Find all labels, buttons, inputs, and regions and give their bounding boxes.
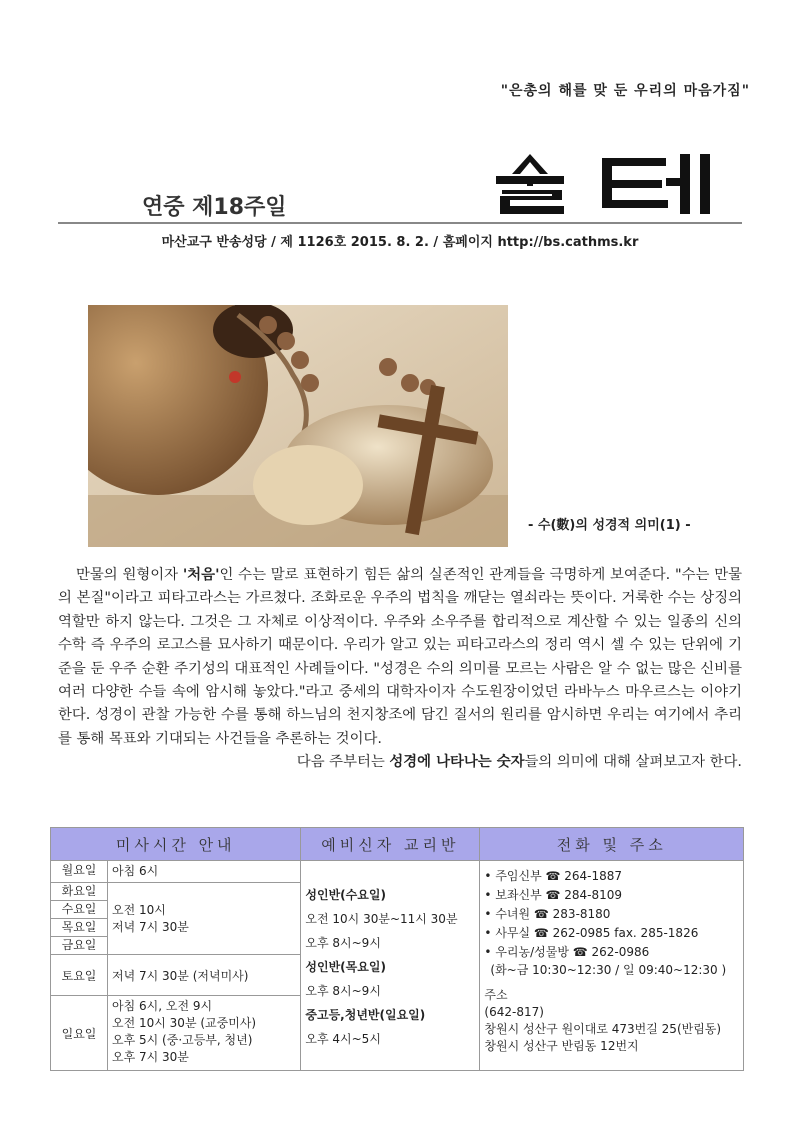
day-sat: 토요일 xyxy=(51,955,108,996)
catechism-cell xyxy=(301,861,480,1071)
sun-time-3: 오후 5시 (중·고등부, 청년) xyxy=(112,1033,253,1047)
office-hours: (화~금 10:30~12:30 / 일 09:40~12:30 ) xyxy=(490,963,727,977)
header-contacts: 전화 및 주소 xyxy=(480,828,744,861)
p1-text-c: 인 수는 말로 표현하기 힘든 삶의 실존적인 관계들을 극명하게 보여준다. "수는 만물의 본질"이라고 피타고라스는 가르쳤다. 조화로운 우주의 법칙을 깨닫는 열쇠라는 뜻이다. 거룩한 수는 상징의 역할만 하지 않는다. 그것은 그 자체로 이상적이다. 우주와 소우주를 합리적으로 계산할 수 있는 일종의 신의 수학 즉 우주의 로고스를 묘사하기 때문이다. 우리가 알고 있는 피타고라스의 정리 역시 셀 수 있는 단위에 기준을 둔 우주 순환 주기성의 대표적인 사례들이다. "성경은 수의 의미를 모르는 사람은 알 수 없는 많은 신비를 여러 다양한 수들 속에 암시해 놓았다."라고 중세의 대학자이자 수도원장이었던 라바누스 마우르스는 이야기한다. 성경이 관찰 가능한 수를 통해 하느님의 천지창조에 담긴 질서의 원리를 암시하면 우리는 여기에서 추리를 통해 목표와 기대되는 사건들을 추론하는 것이다. xyxy=(58,567,742,747)
catechism-wed-time1: 오전 10시 30분~11시 30분 xyxy=(305,912,458,926)
bread-rosary-cross-photo xyxy=(88,305,508,547)
sunday-title: 연중 제18주일 xyxy=(142,195,287,220)
catechism-youth-title: 중고등,청년반(일요일) xyxy=(305,1008,426,1022)
sun-time-2: 오전 10시 30분 (교중미사) xyxy=(112,1016,257,1030)
address-line-1: 창원시 성산구 원이대로 473번길 25(반림동) xyxy=(484,1022,722,1036)
sun-time-1: 아침 6시, 오전 9시 xyxy=(112,999,213,1013)
header-mass-times: 미사시간 안내 xyxy=(51,828,301,861)
p1-text-a: 만물의 원형이자 xyxy=(76,567,183,583)
weekday-times xyxy=(108,883,301,955)
catechism-thu-title: 성인반(목요일) xyxy=(305,960,386,974)
contact-office: • 사무실 ☎ 262-0985 fax. 285-1826 xyxy=(484,924,739,943)
mon-time: 아침 6시 xyxy=(108,861,301,883)
address-line-2: 창원시 성산구 반림동 12번지 xyxy=(484,1039,639,1053)
contact-list xyxy=(484,867,739,962)
p2-text-a: 다음 주부터는 xyxy=(296,754,390,771)
p2-text-c: 들의 의미에 대해 살펴보고자 한다. xyxy=(524,754,742,771)
address-block xyxy=(484,987,739,1055)
weekday-list xyxy=(51,883,108,955)
sun-times xyxy=(108,996,301,1071)
weekday-time-1: 오전 10시 xyxy=(112,902,166,917)
catechism-wed-title: 성인반(수요일) xyxy=(305,888,386,902)
contact-shop: • 우리농/성물방 ☎ 262-0986 xyxy=(484,943,739,962)
day-thu: 목요일 xyxy=(51,919,107,937)
contacts-cell xyxy=(480,861,744,1071)
header-catechism: 예비신자 교리반 xyxy=(301,828,480,861)
contact-assistant: • 보좌신부 ☎ 284-8109 xyxy=(484,886,739,905)
day-mon: 월요일 xyxy=(51,861,108,883)
address-label: 주소 xyxy=(484,988,508,1002)
contact-convent: • 수녀원 ☎ 283-8180 xyxy=(484,905,739,924)
article-body xyxy=(58,564,742,775)
parish-info-table xyxy=(50,827,744,1071)
day-tue: 화요일 xyxy=(51,883,107,901)
header-rule xyxy=(58,222,742,224)
article-paragraph-1 xyxy=(58,564,742,751)
catechism-thu-time1: 오후 8시~9시 xyxy=(305,984,381,998)
sat-time: 저녁 7시 30분 (저녁미사) xyxy=(108,955,301,996)
article-paragraph-2 xyxy=(58,751,742,774)
sun-time-4: 오후 7시 30분 xyxy=(112,1050,189,1064)
soltuh-logo xyxy=(490,148,740,218)
parish-info-line: 마산교구 반송성당 / 제 1126호 2015. 8. 2. / 홈페이지 http://bs.cathms.kr xyxy=(161,235,639,250)
weekday-time-2: 저녁 7시 30분 xyxy=(112,919,189,934)
catechism-wed-time2: 오후 8시~9시 xyxy=(305,936,381,950)
p2-emphasis: 성경에 나타나는 숫자 xyxy=(389,754,525,771)
catechism-youth-time1: 오후 4시~5시 xyxy=(305,1032,381,1046)
day-sun: 일요일 xyxy=(51,996,108,1071)
day-fri: 금요일 xyxy=(61,938,97,952)
p1-emphasis: '처음' xyxy=(182,567,220,583)
article-caption: - 수(數)의 성경적 의미(1) - xyxy=(528,518,691,533)
postcode: (642-817) xyxy=(484,1005,544,1019)
day-wed: 수요일 xyxy=(51,901,107,919)
contact-pastor: • 주임신부 ☎ 264-1887 xyxy=(484,867,739,886)
motto: "은총의 해를 맞 둔 우리의 마음가짐" xyxy=(500,83,750,99)
